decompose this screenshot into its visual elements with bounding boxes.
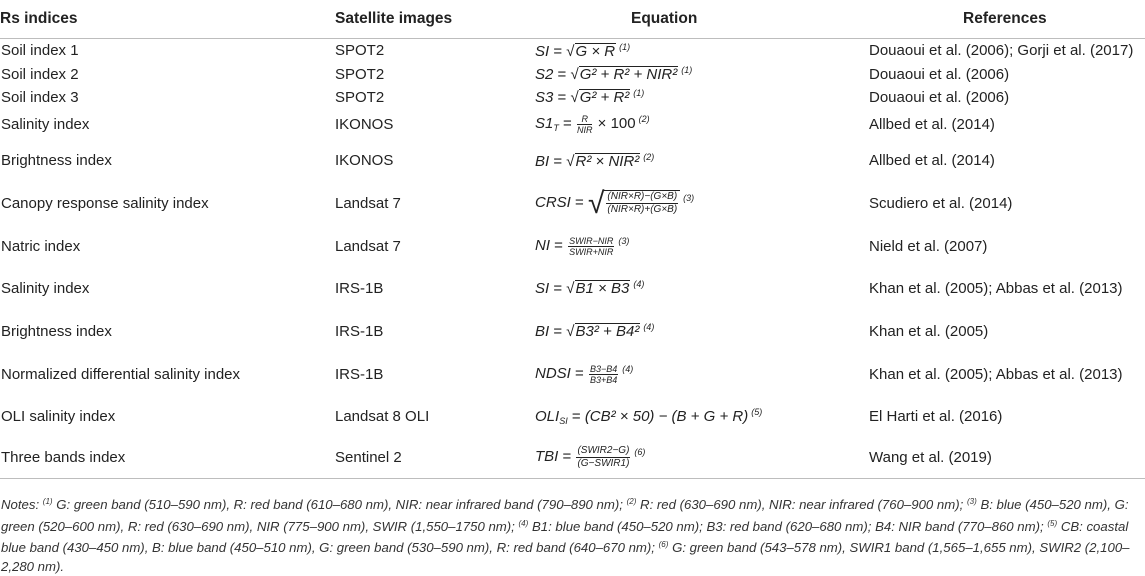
cell-satellite: SPOT2 — [335, 42, 385, 60]
fraction-denominator: (G−SWIR1) — [577, 457, 630, 469]
notes-label: Notes: — [1, 497, 40, 512]
equation-lhs: BI — [535, 152, 550, 170]
equation-lhs: SI — [535, 42, 550, 60]
sqrt-symbol: √G² + R² + NIR² — [570, 66, 678, 83]
equation-note-ref: (5) — [751, 406, 763, 417]
equation-note-ref: (2) — [643, 151, 655, 162]
table-row — [0, 437, 1145, 479]
cell-reference: Scudiero et al. (2014) — [869, 195, 1013, 212]
cell-equation — [535, 353, 867, 396]
note-marker: (1) — [42, 497, 53, 506]
fraction-denominator: SWIR+NIR — [569, 246, 614, 257]
equation-fraction — [589, 364, 618, 385]
equation: $OLI_{SI} = (CB^2 \times 50) - (B + G + R)$ $^{(5)}$ — [535, 406, 763, 426]
equation-lhs: S2 — [535, 66, 554, 83]
sqrt-symbol: √G² + R² — [570, 89, 630, 106]
equation: S2 = √G² + R² + NIR² $^{(1)}$ — [535, 65, 693, 83]
fraction-numerator: R — [577, 114, 593, 125]
cell-equation — [535, 226, 867, 267]
equation-radicand: G² + R² + NIR² — [579, 66, 678, 83]
equation-lhs: TBI — [535, 448, 559, 466]
equation-lhs-subscript: T — [553, 122, 559, 133]
cell-reference: Allbed et al. (2014) — [869, 152, 995, 169]
equation-note-ref: (4) — [633, 279, 645, 289]
equation: NI = $\frac{\text{SWIR−NIR}}{\text{SWIR+NIR}}$ $^{(3)}$ — [535, 235, 630, 257]
cell-reference: Douaoui et al. (2006); Gorji et al. (2017) — [869, 42, 1134, 60]
header-satellite: Satellite images — [335, 0, 535, 39]
cell-index: Soil index 2 — [1, 65, 79, 83]
table-row — [0, 310, 1145, 353]
note-marker: (3) — [966, 497, 977, 506]
equation-note-ref: (1) — [633, 88, 645, 98]
table-row — [0, 353, 1145, 396]
cell-index: Salinity index — [1, 115, 90, 133]
sqrt-symbol: √G × R — [566, 42, 616, 60]
equation-radicand: B3² + B4² — [575, 323, 640, 340]
cell-reference: Douaoui et al. (2006) — [869, 65, 1010, 83]
note-text: G: green band (543–578 nm), SWIR1 band (1,565–1,655 nm), SWIR2 (2,100–2,280 nm). — [1, 540, 1130, 574]
equation-radicand: R² × NIR² — [575, 152, 640, 170]
cell-satellite: Landsat 8 OLI — [335, 407, 430, 425]
fraction-denominator: B3+B4 — [589, 374, 618, 385]
note-text: R: red (630–690 nm), NIR: near infrared (760–900 nm); — [640, 497, 964, 512]
equation-fraction — [577, 114, 593, 135]
header-indices: Rs indices — [0, 0, 335, 39]
table-row — [0, 39, 1145, 63]
cell-reference: Khan et al. (2005); Abbas et al. (2013) — [869, 279, 1123, 297]
table-row — [0, 182, 1145, 226]
equation: S3 = √G² + R² $^{(1)}$ — [535, 88, 645, 106]
cell-satellite: IRS-1B — [335, 279, 384, 297]
table-row — [0, 226, 1145, 267]
cell-index: OLI salinity index — [1, 407, 116, 425]
cell-equation — [535, 39, 867, 63]
cell-satellite: IRS-1B — [335, 365, 384, 383]
equation-note-ref: (6) — [634, 447, 646, 458]
cell-index: Soil index 1 — [1, 42, 79, 60]
sqrt-symbol: √B3² + B4² — [566, 323, 640, 340]
equation-fraction — [576, 445, 630, 470]
equation-lhs: NI — [535, 236, 550, 254]
header-references: References — [867, 0, 1145, 39]
cell-equation — [535, 396, 867, 437]
equation-radicand: G × R — [575, 42, 616, 60]
equation: $S1_T$ = $\frac{R}{\text{NIR}}$ × 100 $^{(2)}$ — [535, 113, 650, 135]
equation-lhs: CRSI — [535, 194, 571, 212]
fraction-numerator: B3−B4 — [589, 363, 618, 374]
equation-lhs: S1 — [535, 114, 554, 132]
fraction-numerator: (SWIR2−G) — [577, 444, 630, 456]
equation-note-ref: (3) — [683, 193, 695, 204]
equation: SI = √G × R $^{(1)}$ — [535, 41, 631, 60]
equation: SI = √B1 × B3 $^{(4)}$ — [535, 279, 645, 297]
table-row — [0, 267, 1145, 310]
fraction-numerator: (NIR×R)−(G×B) — [607, 191, 678, 202]
fraction-denominator: (NIR×R)+(G×B) — [607, 204, 678, 215]
cell-index: Brightness index — [1, 322, 112, 340]
table-notes — [1, 493, 1141, 576]
cell-equation — [535, 109, 867, 140]
cell-reference: Khan et al. (2005); Abbas et al. (2013) — [869, 365, 1123, 383]
equation-note-ref: (3) — [618, 235, 630, 246]
cell-index: Salinity index — [1, 279, 90, 297]
equation-lhs: SI — [535, 280, 550, 297]
equation-lhs: NDSI — [535, 364, 571, 382]
equation-fraction — [568, 236, 614, 257]
equation-rest: (CB² × 50) − (B + G + R) — [584, 407, 749, 425]
equation-note-ref: (4) — [643, 322, 655, 332]
equation-note-ref: (1) — [681, 65, 693, 75]
equation: CRSI = √ $\frac{\text{(NIR×R)−(G×B)}}{\text{(NIR×R)+(G×B)}}$ $^{(3)}$ — [535, 186, 695, 220]
cell-reference: Nield et al. (2007) — [869, 237, 988, 255]
cell-reference: Douaoui et al. (2006) — [869, 88, 1010, 106]
note-text: B1: blue band (450–520 nm); B3: red band (620–680 nm); B4: NIR band (770–860 nm); — [531, 518, 1044, 534]
header-row — [0, 0, 1145, 39]
equation: BI = √R² × NIR² $^{(2)}$ — [535, 151, 655, 170]
cell-index: Canopy response salinity index — [1, 195, 209, 212]
cell-satellite: Landsat 7 — [335, 195, 401, 212]
cell-satellite: IKONOS — [335, 152, 394, 169]
cell-satellite: SPOT2 — [335, 88, 385, 106]
sqrt-symbol: √R² × NIR² — [566, 152, 640, 170]
sqrt-symbol: √ $\frac{\text{(NIR×R)−(G×B)}}{\text{(NIR×R)+(G×B)}}$ — [588, 189, 680, 219]
note-marker: (2) — [626, 497, 637, 506]
note-text: CB: coastal blue band (430–450 nm), B: blue band (450–510 nm), G: green band (530–590 nm), R: red band (640–670 nm); — [1, 518, 1129, 555]
fraction-denominator: NIR — [576, 124, 593, 135]
cell-index: Natric index — [1, 237, 81, 255]
equation: NDSI = $\frac{B3-B4}{B3+B4}$ $^{(4)}$ — [535, 363, 634, 385]
equation-lhs: S3 — [535, 89, 554, 106]
equation-radicand: B1 × B3 — [575, 280, 630, 297]
cell-equation — [535, 63, 867, 86]
cell-satellite: SPOT2 — [335, 65, 385, 83]
table-row — [0, 109, 1145, 140]
cell-reference: El Harti et al. (2016) — [869, 407, 1003, 425]
equation-lhs: OLI — [535, 407, 560, 425]
cell-equation — [535, 140, 867, 182]
header-equation: Equation — [535, 0, 867, 39]
equation: BI = √B3² + B4² $^{(4)}$ — [535, 322, 655, 340]
cell-index: Normalized differential salinity index — [1, 365, 241, 383]
cell-equation — [535, 182, 867, 226]
cell-index: Soil index 3 — [1, 88, 79, 106]
cell-reference: Allbed et al. (2014) — [869, 115, 995, 133]
table-row — [0, 140, 1145, 182]
cell-satellite: Landsat 7 — [335, 237, 401, 255]
equation: TBI = $\frac{\text{(SWIR2−G)}}{\text{(G−SWIR1)}}$ $^{(6)}$ — [535, 444, 646, 469]
fraction-numerator: SWIR−NIR — [569, 235, 614, 246]
table-row — [0, 63, 1145, 86]
note-marker: (6) — [658, 540, 669, 549]
equation-radicand: G² + R² — [579, 89, 630, 106]
note-marker: (5) — [1047, 518, 1058, 528]
table-row — [0, 396, 1145, 437]
cell-equation — [535, 86, 867, 109]
cell-index: Three bands index — [0, 437, 335, 479]
equation-fraction — [606, 191, 678, 216]
equation-note-ref: (2) — [638, 113, 650, 124]
cell-satellite: IKONOS — [335, 115, 394, 133]
note-marker: (4) — [518, 518, 529, 528]
equation-rest: × 100 — [597, 114, 636, 132]
cell-satellite: Sentinel 2 — [335, 437, 535, 479]
cell-equation — [535, 267, 867, 310]
table-row — [0, 86, 1145, 109]
equation-note-ref: (4) — [622, 363, 634, 374]
cell-reference: Khan et al. (2005) — [869, 322, 989, 340]
note-text: G: green band (510–590 nm), R: red band (610–680 nm), NIR: near infrared band (790–890 nm); — [56, 497, 623, 512]
equation-lhs-subscript: SI — [559, 415, 568, 426]
equation-note-ref: (1) — [619, 41, 631, 52]
note-text: B: blue (450–520 nm), G: green (520–600 nm), R: red (630–690 nm), NIR (775–900 nm), SWIR (1,550–1750 nm); — [1, 497, 1129, 534]
equation-lhs: BI — [535, 323, 550, 340]
cell-equation — [535, 310, 867, 353]
cell-index: Brightness index — [1, 152, 112, 169]
sqrt-symbol: √B1 × B3 — [566, 280, 630, 297]
cell-satellite: IRS-1B — [335, 322, 384, 340]
cell-reference: Wang et al. (2019) — [867, 437, 1145, 479]
cell-equation — [535, 437, 867, 479]
